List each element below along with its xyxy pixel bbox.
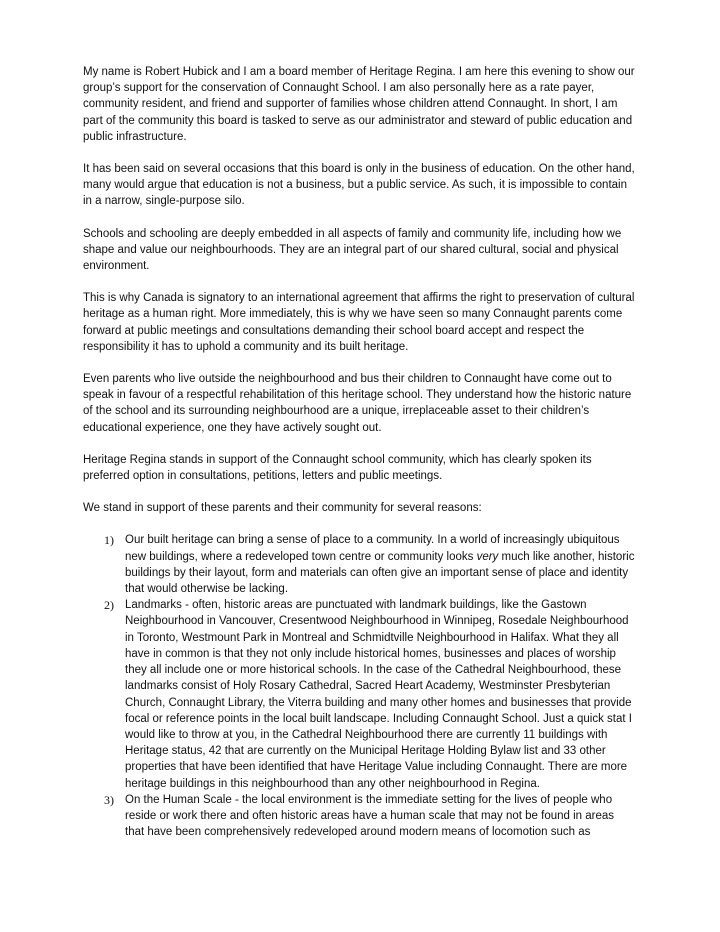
paragraph-schools-embedded: Schools and schooling are deeply embedded in all aspects of family and community life, including how we shape and value our neighbourhoods. They are an integral part of our shared cultural, social and physical environment. <box>83 227 622 273</box>
list-item-emphasis: very <box>476 550 499 563</box>
list-item-text: On the Human Scale - the local environment is the immediate setting for the lives of people who reside or work there and often historic areas have a human scale that may not be found in areas that have been comprehensively redeveloped around modern means of locomotion such as <box>125 793 615 839</box>
list-item-text: Our built heritage can bring a sense of place to a community. In a world of increasingly ubiquitous new buildings, where a redeveloped town centre or community looks <box>125 534 620 563</box>
paragraph-business-of-education: It has been said on several occasions that this board is only in the business of education. On the other hand, many would argue that education is not a business, but a public service. As such, it is impossible to contain in a narrow, single-purpose silo. <box>83 163 635 208</box>
list-item-text: Landmarks - often, historic areas are punctuated with landmark buildings, like the Gastown Neighbourhood in Vancouver, Cresentwood Neighbourhood in Winnipeg, Rosedale Neighbourhood in Toronto, Westmount Park in Montreal and Schmidtville Neighbourhood in Halifax. What they all have in common is that they not only include historical homes, businesses and places of worship they all include one or more historical schools. In the case of the Cathedral Neighbourhood, these landmarks consist of Holy Rosary Cathedral, Sacred Heart Academy, Westminster Presbyterian Church, Connaught Library, the Viterra building and many other homes and businesses that provide focal or reference points in the local built landscape. Including Connaught School. Just a quick stat I would like to throw at you, in the Cathedral Neighbourhood there are currently 11 buildings with Heritage status, 42 that are currently on the Municipal Heritage Holding Bylaw list and 33 other properties that have been identified that have Heritage Value including Connaught. There are more heritage buildings in this neighbourhood than any other neighbourhood in Regina. <box>125 599 632 790</box>
reasons-list <box>83 532 635 840</box>
paragraph-reasons-intro: We stand in support of these parents and their community for several reasons: <box>83 502 482 515</box>
list-item <box>83 532 635 597</box>
paragraph-heritage-regina-support: Heritage Regina stands in support of the Connaught school community, which has clearly spoken its preferred option in consultations, petitions, letters and public meetings. <box>83 453 592 483</box>
list-item-text-continued: much like another, historic buildings by their layout, form and materials can often give an important sense of place and identity that would otherwise be lacking. <box>125 550 635 596</box>
paragraph-intro: My name is Robert Hubick and I am a board member of Heritage Regina. I am here this evening to show our group’s support for the conservation of Connaught School. I am also personally here as a rate payer, community resident, and friend and supporter of families whose children attend Connaught. In short, I am part of the community this board is tasked to serve as our administrator and steward of public education and public infrastructure. <box>83 66 635 143</box>
list-item-number: 3) <box>104 792 114 807</box>
document-page <box>83 64 635 840</box>
list-item <box>83 597 635 791</box>
paragraph-canada-signatory: This is why Canada is signatory to an international agreement that affirms the right to preservation of cultural heritage as a human right. More immediately, this is why we have seen so many Connaught parents come forward at public meetings and consultations demanding their school board accept and respect the responsibility it has to uphold a community and its built heritage. <box>83 292 635 353</box>
paragraph-outside-parents: Even parents who live outside the neighbourhood and bus their children to Connaught have come out to speak in favour of a respectful rehabilitation of this heritage school. They understand how the historic nature of the school and its surrounding neighbourhood are a unique, irreplaceable asset to their children’s educational experience, one they have actively sought out. <box>83 373 632 434</box>
list-item-number: 2) <box>104 598 114 613</box>
list-item <box>83 792 635 841</box>
list-item-number: 1) <box>104 533 114 548</box>
